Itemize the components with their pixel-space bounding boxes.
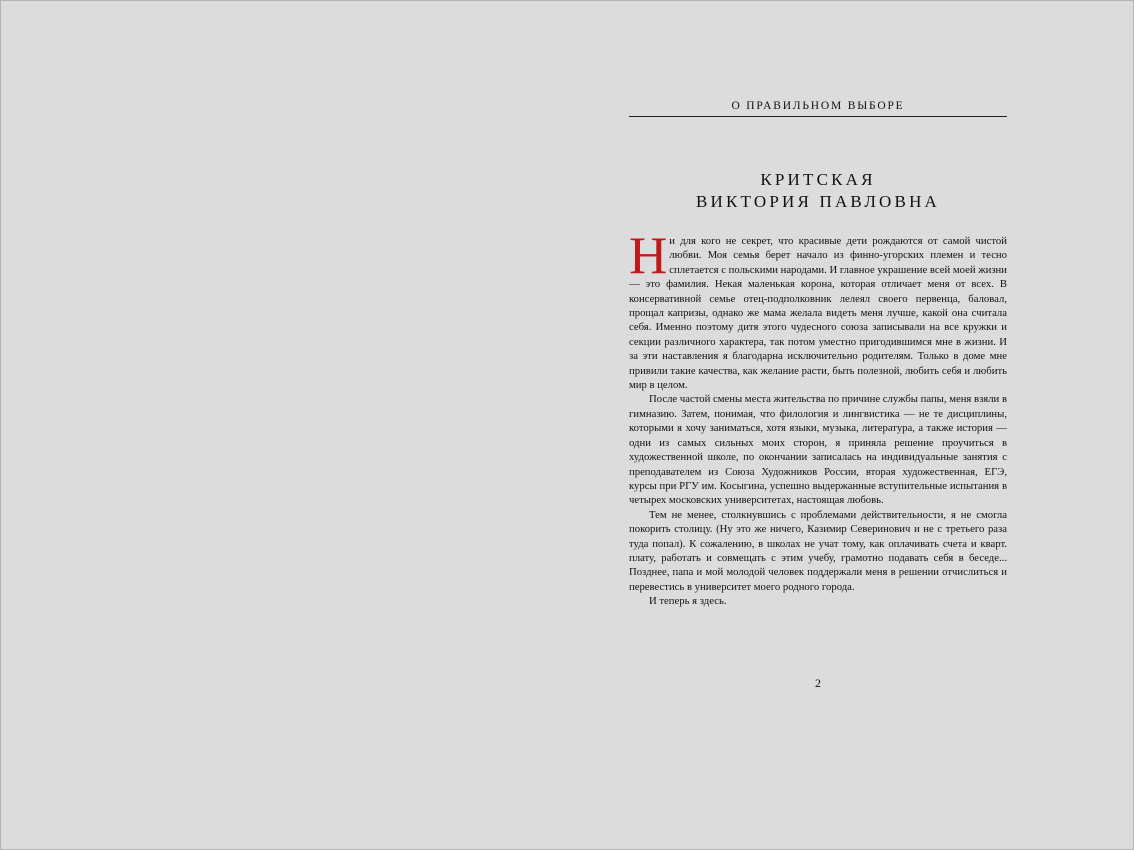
- chapter-title: [629, 169, 1007, 213]
- paragraph-1-text: и для кого не секрет, что красивые дети рождаются от самой чистой любви. Моя семья берет начало из финно-угорских племен и тесно сплетается с польскими народами. И главное украшение всей моей жизни — это фамилия. Некая маленькая корона, которая отличает меня от всех. В консервативной семье отец-подполковник лелеял своего первенца, баловал, прощал капризы, однако же мама желала видеть меня лучше, какой она считала себя. Именно поэтому дитя этого чудесного союза записывали на все кружки и секции различного характера, так потом уместно пригодившимся мне в жизни. И за эти наставления я благодарна исключительно родителям. Только в доме мне привили такие качества, как желание расти, быть полезной, любить себя и любить мир в целом.: [629, 235, 1007, 392]
- book-page: [629, 100, 1007, 609]
- paragraph-3: Тем не менее, столкнувшись с проблемами действительности, я не смогла покорить столицу. (Ну это же ничего, Казимир Северинович и не с третьего раза туда попал). К сожалению, в школах не учат тому, как оплачивать счета и кварт. плату, работать и совмещать с этим учебу, грамотно подавать себя в беседе... Позднее, папа и мой молодой человек поддержали меня в решении отчислиться и перевестись в университет моего родного города.: [629, 508, 1007, 593]
- page-number: 2: [815, 676, 821, 690]
- running-head: О ПРАВИЛЬНОМ ВЫБОРЕ: [629, 100, 1007, 117]
- title-surname: КРИТСКАЯ: [760, 170, 876, 189]
- title-given-names: ВИКТОРИЯ ПАВЛОВНА: [695, 192, 941, 211]
- drop-cap: Н: [629, 227, 668, 285]
- paragraph-2: После частой смены места жительства по причине службы папы, меня взяли в гимназию. Затем, понимая, что филология и лингвистика — не те дисциплины, которыми я хочу заниматься, хотя языки, музыка, литература, а также история — одни из самых сильных моих сторон, я приняла решение проучиться в художественной школе, по окончании записалась на индивидуальные занятия с преподавателем из Союза Художников России, вторая художественная, ЕГЭ, курсы при РГУ им. Косыгина, успешно выдержанные вступительные испытания в четырех московских университетах, настоящая любовь.: [629, 393, 1007, 507]
- body-text: [629, 227, 1007, 609]
- paragraph-4: И теперь я здесь.: [649, 595, 727, 608]
- paragraph-1: [629, 227, 1007, 392]
